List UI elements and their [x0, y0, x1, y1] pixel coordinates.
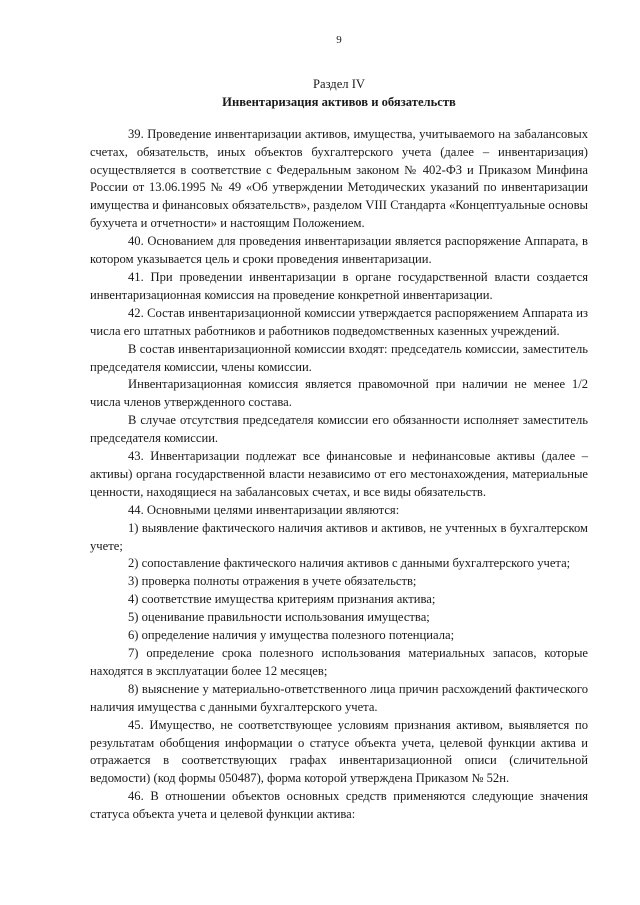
paragraph: Инвентаризационная комиссия является правомочной при наличии не менее 1/2 числа членов утвержденного состава. — [90, 377, 588, 410]
page-number: 9 — [336, 34, 342, 46]
list-item: 5) оценивание правильности использования имущества; — [128, 610, 430, 625]
list-item: 3) проверка полноты отражения в учете обязательств; — [128, 574, 417, 589]
list-item: 1) выявление фактического наличия активов и активов, не учтенных в бухгалтерском учете; — [90, 520, 588, 553]
list-item: 7) определение срока полезного использования материальных запасов, которые находятся в эксплуатации более 12 месяцев; — [90, 646, 588, 678]
paragraph: В состав инвентаризационной комиссии входят: председатель комиссии, заместитель председателя комиссии, члены комиссии. — [90, 341, 588, 374]
paragraph: 39. Проведение инвентаризации активов, имущества, учитываемого на забалансовых счетах, обязательств, иных объектов бухгалтерского учета (далее – инвентаризация) осуществляется в соответствие с Федеральным законом № 402-ФЗ и Приказом Минфина России от 13.06.1995 № 49 «Об утверждении Методических указаний по инвентаризации имущества и финансовых обязательств», разделом VIII Стандарта «Концептуальные основы бухучета и отчетности» и настоящим Положением. — [90, 126, 588, 231]
paragraph: 46. В отношении объектов основных средств применяются следующие значения статуса объекта учета и целевой функции актива: — [90, 789, 588, 822]
list-item: 4) соответствие имущества критериям признания актива; — [128, 592, 436, 607]
paragraph: 45. Имущество, не соответствующее условиям признания активом, выявляется по результатам обобщения информации о статусе объекта учета, целевой функции актива и отражается в соответствующих графах инвентаризационной описи (сличительной ведомости) (код формы 050487), форма которой утверждена Приказом № 52н. — [90, 717, 588, 786]
paragraph: 40. Основанием для проведения инвентаризации является распоряжение Аппарата, в котором указывается цель и сроки проведения инвентаризации. — [90, 234, 588, 267]
list-item: 2) сопоставление фактического наличия активов с данными бухгалтерского учета; — [128, 556, 571, 571]
list-item: 6) определение наличия у имущества полезного потенциала; — [128, 628, 455, 643]
paragraph: 41. При проведении инвентаризации в органе государственной власти создается инвентаризационная комиссия на проведение конкретной инвентаризации. — [90, 269, 588, 302]
section-title: Инвентаризация активов и обязательств — [222, 94, 456, 109]
paragraph: 43. Инвентаризации подлежат все финансовые и нефинансовые активы (далее – активы) органа государственной власти независимо от его местонахождения, материальные ценности, находящиеся на забалансовых счетах, и все виды обязательств. — [90, 449, 588, 499]
section-label: Раздел IV — [312, 76, 366, 91]
paragraph: 42. Состав инвентаризационной комиссии утверждается распоряжением Аппарата из числа его штатных работников и работников подведомственных казенных учреждений. — [90, 305, 588, 338]
paragraph: В случае отсутствия председателя комиссии его обязанности исполняет заместитель председателя комиссии. — [90, 413, 588, 446]
document-body — [90, 126, 588, 824]
list-item: 8) выяснение у материально-ответственного лица причин расхождений фактического наличия имущества с данными бухгалтерского учета. — [90, 681, 588, 714]
paragraph: 44. Основными целями инвентаризации являются: — [128, 502, 400, 517]
